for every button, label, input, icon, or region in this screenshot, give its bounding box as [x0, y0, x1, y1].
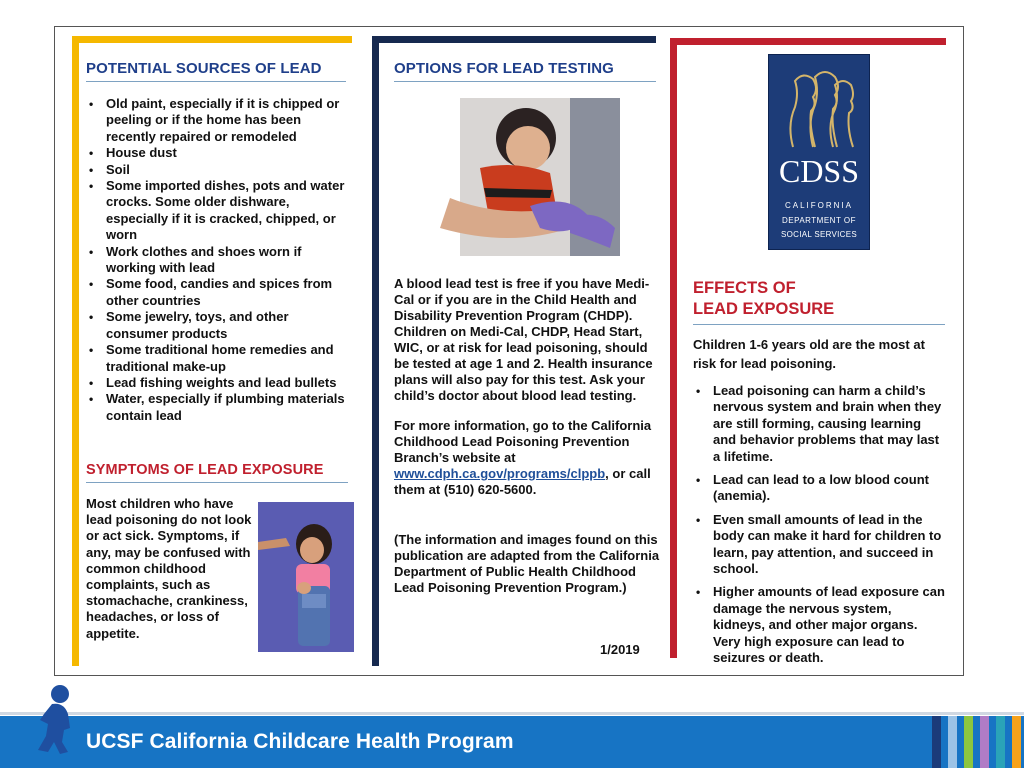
effect-item: • Lead poisoning can harm a child’s nervous system and brain when they are still forming, causing learning and behavior problems that may last a lifetime. [693, 383, 945, 465]
source-item: • Old paint, especially if it is chipped or peeling or if the home has been recently repaired or remodeled [86, 96, 346, 145]
column-effects [693, 278, 945, 674]
effects-heading [693, 278, 945, 325]
cdss-profiles-emblem [769, 55, 869, 155]
symptoms-text: Most children who have lead poisoning do not look or act sick. Symptoms, if any, may be confused with common childhood complaints, such as stomachache, crankiness, headaches, or loss of appetite. [86, 496, 252, 641]
cdph-website-link[interactable]: www.cdph.ca.gov/programs/clppb [394, 466, 606, 481]
stripe-purple [980, 716, 989, 768]
symptoms-text-block [86, 496, 254, 642]
footer-title: UCSF California Childcare Health Program [86, 730, 514, 753]
column-sources [86, 60, 346, 424]
effects-heading-line1: EFFECTS OF [693, 279, 796, 297]
cdss-logo-line3: SOCIAL SERVICES [780, 230, 858, 239]
source-item: • Lead fishing weights and lead bullets [86, 375, 346, 391]
stripe-green [964, 716, 973, 768]
toddler-photo [258, 502, 354, 652]
yellow-accent-bar [72, 36, 79, 666]
source-item: • Some traditional home remedies and traditional make-up [86, 342, 346, 375]
sources-heading: POTENTIAL SOURCES OF LEAD [86, 60, 346, 82]
stripe-lightblue [948, 716, 957, 768]
cdss-logo-main: CDSS [778, 153, 860, 189]
source-item: • Work clothes and shoes worn if working with lead [86, 244, 346, 277]
effect-item: • Higher amounts of lead exposure can damage the nervous system, kidneys, and other major organs. Very high exposure can lead to seizures or death. [693, 584, 945, 666]
source-item: • Water, especially if plumbing materials contain lead [86, 391, 346, 424]
testing-text-block [394, 276, 660, 596]
blood-test-photo [420, 98, 620, 256]
more-info-prefix: For more information, go to the California Childhood Lead Poisoning Prevention Branch’s website at [394, 418, 652, 465]
source-item: • House dust [86, 145, 346, 161]
effects-intro: Children 1-6 years old are the most at risk for lead poisoning. [693, 337, 925, 371]
stripe-orange [1012, 716, 1021, 768]
stripe-teal [996, 716, 1005, 768]
effects-list [693, 383, 945, 667]
source-item: • Some jewelry, toys, and other consumer products [86, 309, 346, 342]
stripe-navy [932, 716, 941, 768]
more-info-paragraph [394, 418, 660, 498]
column-symptoms [86, 462, 348, 483]
effect-item: • Even small amounts of lead in the body can make it hard for children to learn, pay attention, and succeed in school. [693, 512, 945, 578]
symptoms-heading: SYMPTOMS OF LEAD EXPOSURE [86, 462, 348, 483]
footer-divider [0, 712, 1024, 715]
effects-heading-line2: LEAD EXPOSURE [693, 300, 835, 318]
cdss-logo [768, 54, 870, 250]
source-item: • Soil [86, 162, 346, 178]
source-item: • Some imported dishes, pots and water crocks. Some older dishware, especially if it is cracked, chipped, or worn [86, 178, 346, 244]
red-accent-top [670, 38, 946, 45]
navy-accent-top [372, 36, 656, 43]
child-silhouette-icon [30, 684, 80, 754]
cdss-logo-line2: DEPARTMENT OF [781, 216, 857, 225]
toddler-illustration [258, 502, 354, 652]
yellow-accent-top [72, 36, 352, 43]
attribution-paragraph: (The information and images found on this publication are adapted from the California Department of Public Health Childhood Lead Poisoning Prevention Program.) [394, 532, 660, 595]
sources-list [86, 96, 346, 424]
red-accent-bar [670, 38, 677, 658]
effect-item: • Lead can lead to a low blood count (anemia). [693, 472, 945, 505]
navy-accent-bar [372, 36, 379, 666]
more-info-suffix: , or call them at (510) 620-5600. [394, 466, 651, 497]
testing-paragraph: A blood lead test is free if you have Medi-Cal or if you are in the Child Health and Disability Prevention Program (CHDP). Children on Medi-Cal, CHDP, Head Start, WIC, or at risk for lead poisoning, should be tested at age 1 and 2. Health insurance plans will also pay for this test. Ask your child’s doctor about blood lead testing. [394, 276, 653, 403]
footer-stripes [932, 716, 1024, 768]
column-testing [394, 60, 656, 82]
source-item: • Some food, candies and spices from other countries [86, 276, 346, 309]
cdss-logo-line1: CALIFORNIA [784, 201, 853, 210]
footer-banner [0, 716, 1024, 768]
publication-date: 1/2019 [600, 642, 640, 657]
testing-heading: OPTIONS FOR LEAD TESTING [394, 60, 656, 82]
blood-test-illustration [420, 98, 620, 256]
